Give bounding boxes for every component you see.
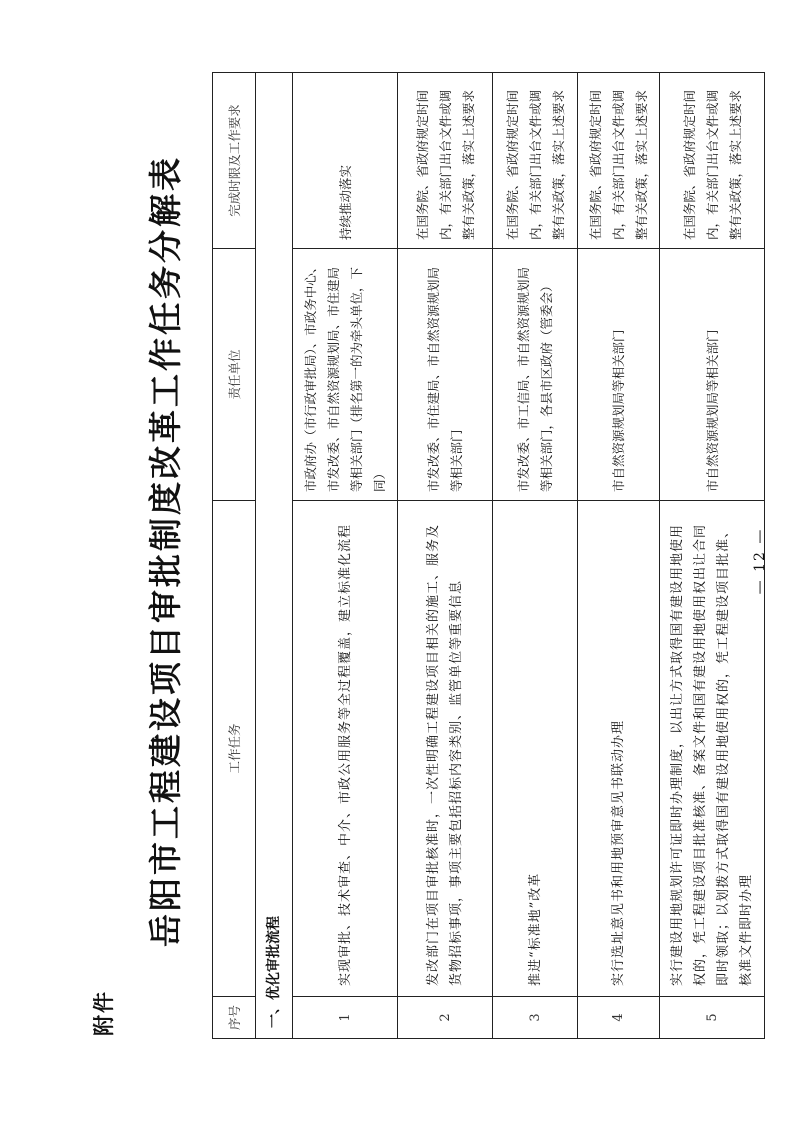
attachment-label: 附件 bbox=[91, 990, 116, 1036]
row-unit: 市政府办（市行政审批局）、市政务中心、市发改委、市自然资源规划局、市住建局等相关部门（排名第一的为牵头单位，下同） bbox=[293, 249, 398, 501]
table-row bbox=[293, 73, 398, 1039]
row-requirement: 持续推动落实 bbox=[293, 73, 398, 249]
table-row bbox=[578, 73, 660, 1039]
document-title: 岳阳市工程建设项目审批制度改革工作任务分解表 bbox=[146, 155, 185, 947]
row-unit: 市自然资源规划局等相关部门 bbox=[660, 249, 765, 501]
row-task: 实行建设用地规划许可证即时办理制度，以出让方式取得国有建设用地使用权的，凭工程建设项目批准核准、备案文件和国有建设用地使用权出让合同即时领取；以划拨方式取得国有建设用地使用权的，凭工程建设项目批准、核准文件即时办理 bbox=[660, 501, 765, 997]
table-row bbox=[493, 73, 578, 1039]
table-row bbox=[398, 73, 493, 1039]
row-requirement: 在国务院、省政府规定时间内，有关部门出台文件或调整有关政策，落实上述要求 bbox=[493, 73, 578, 249]
row-number: 3 bbox=[493, 997, 578, 1039]
row-task: 发改部门在项目审批核准时，一次性明确工程建设项目相关的施工、服务及货物招标事项，事项主要包括招标内容类别、监管单位等重要信息 bbox=[398, 501, 493, 997]
row-number: 1 bbox=[293, 997, 398, 1039]
row-requirement: 在国务院、省政府规定时间内，有关部门出台文件或调整有关政策，落实上述要求 bbox=[398, 73, 493, 249]
row-requirement: 在国务院、省政府规定时间内，有关部门出台文件或调整有关政策，落实上述要求 bbox=[660, 73, 765, 249]
task-table bbox=[212, 72, 765, 1039]
header-task: 工作任务 bbox=[213, 501, 256, 997]
row-requirement: 在国务院、省政府规定时间内，有关部门出台文件或调整有关政策，落实上述要求 bbox=[578, 73, 660, 249]
header-unit: 责任单位 bbox=[213, 249, 256, 501]
row-unit: 市发改委、市工信局、市自然资源规划局等相关部门，各县市区政府（管委会） bbox=[493, 249, 578, 501]
row-number: 5 bbox=[660, 997, 765, 1039]
table-row bbox=[660, 73, 765, 1039]
row-task: 实现审批、技术审查、中介、市政公用服务等全过程覆盖，建立标准化流程 bbox=[293, 501, 398, 997]
page-number: — 12 — bbox=[752, 527, 768, 595]
row-number: 2 bbox=[398, 997, 493, 1039]
section-row bbox=[256, 73, 293, 1039]
row-unit: 市发改委、市住建局、市自然资源规划局等相关部门 bbox=[398, 249, 493, 501]
row-task: 实行选址意见书和用地预审意见书联动办理 bbox=[578, 501, 660, 997]
header-requirement: 完成时限及工作要求 bbox=[213, 73, 256, 249]
row-task: 推进“标准地”改革 bbox=[493, 501, 578, 997]
row-unit: 市自然资源规划局等相关部门 bbox=[578, 249, 660, 501]
section-title: 一、优化审批流程 bbox=[256, 73, 293, 1039]
header-no: 序号 bbox=[213, 997, 256, 1039]
row-number: 4 bbox=[578, 997, 660, 1039]
table-header-row bbox=[213, 73, 256, 1039]
